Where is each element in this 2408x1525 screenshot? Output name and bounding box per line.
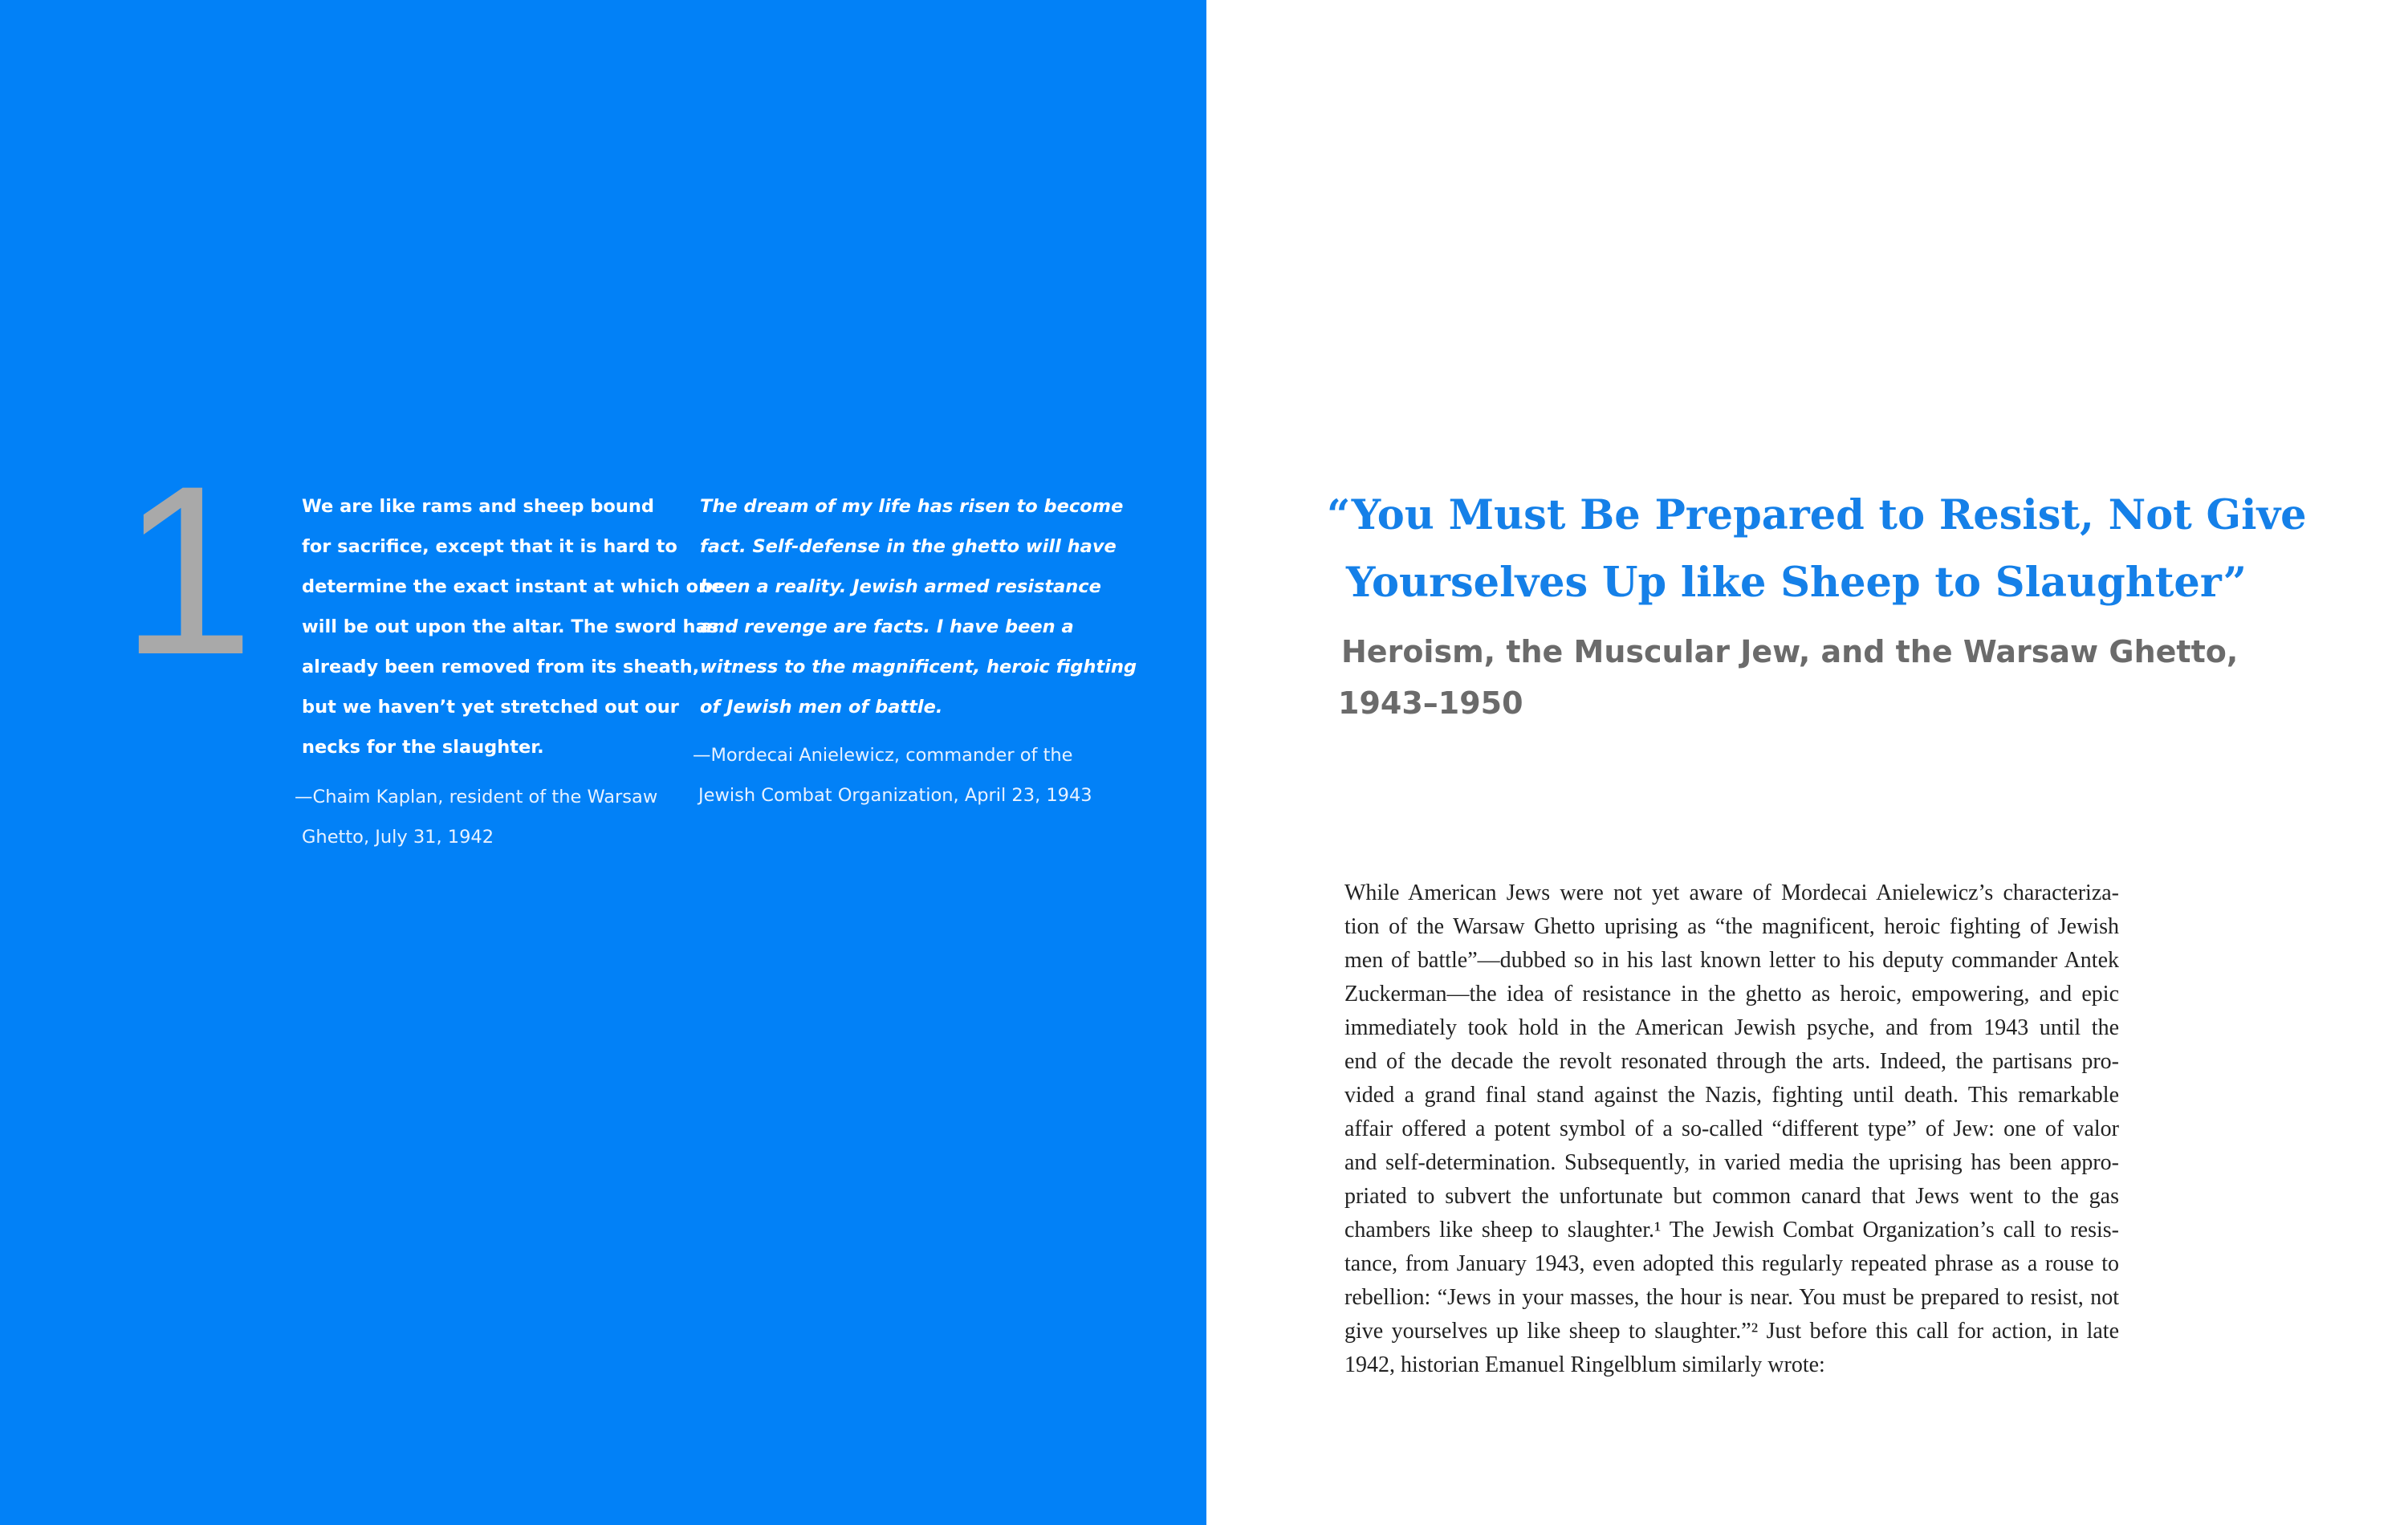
body-line: vided a grand final stand against the Nazis, fighting until death. This remarkable bbox=[1344, 1083, 2119, 1108]
body-line: men of battle”—dubbed so in his last known letter to his deputy commander Antek bbox=[1344, 948, 2119, 973]
body-paragraph bbox=[1344, 876, 2119, 1382]
attribution-line: —Chaim Kaplan, resident of the Warsaw bbox=[295, 787, 658, 807]
body-line: Zuckerman—the idea of resistance in the ghetto as heroic, empowering, and epic bbox=[1344, 982, 2119, 1007]
epigraph-line: and revenge are facts. I have been a bbox=[700, 616, 1074, 637]
body-line: immediately took hold in the American Jewish psyche, and from 1943 until the bbox=[1344, 1015, 2119, 1040]
body-line: While American Jews were not yet aware of Mordecai Anielewicz’s characteriza- bbox=[1344, 880, 2119, 905]
epigraph-line: fact. Self-defense in the ghetto will have bbox=[700, 536, 1117, 557]
chapter-number: 1 bbox=[120, 435, 254, 705]
epigraph-line: determine the exact instant at which one bbox=[302, 576, 724, 597]
epigraph-line: for sacrifice, except that it is hard to bbox=[302, 536, 677, 557]
body-line: end of the decade the revolt resonated through the arts. Indeed, the partisans pro- bbox=[1344, 1049, 2119, 1074]
subtitle-line: 1943–1950 bbox=[1338, 685, 1523, 721]
attribution-line: —Mordecai Anielewicz, commander of the bbox=[693, 745, 1073, 766]
epigraph-line: been a reality. Jewish armed resistance bbox=[700, 576, 1101, 597]
epigraph-line: of Jewish men of battle. bbox=[700, 697, 943, 718]
epigraph-quote bbox=[302, 486, 724, 767]
body-line: tion of the Warsaw Ghetto uprising as “the magnificent, heroic fighting of Jewish bbox=[1344, 914, 2119, 939]
epigraph-line: will be out upon the altar. The sword has bbox=[302, 616, 719, 637]
body-line: chambers like sheep to slaughter.¹ The Jewish Combat Organization’s call to resis- bbox=[1344, 1218, 2119, 1242]
epigraph-line: We are like rams and sheep bound bbox=[302, 496, 655, 517]
epigraph-line: but we haven’t yet stretched out our bbox=[302, 697, 679, 718]
title-line: “You Must Be Prepared to Resist, Not Give bbox=[1327, 491, 2307, 539]
epigraph-kaplan bbox=[295, 486, 724, 857]
chapter-subtitle bbox=[1338, 626, 2385, 729]
attribution-line: Ghetto, July 31, 1942 bbox=[302, 827, 494, 848]
body-line: and self-determination. Subsequently, in varied media the uprising has been appro- bbox=[1344, 1150, 2119, 1175]
right-page bbox=[1206, 0, 2408, 1525]
epigraph-line: The dream of my life has risen to become bbox=[700, 496, 1124, 517]
epigraph-line: necks for the slaughter. bbox=[302, 737, 544, 758]
epigraph-line: witness to the magnificent, heroic fighting bbox=[700, 657, 1137, 677]
chapter-title bbox=[1327, 482, 2370, 616]
subtitle-line: Heroism, the Muscular Jew, and the Warsaw Ghetto, bbox=[1341, 634, 2239, 669]
body-line: 1942, historian Emanuel Ringelblum similarly wrote: bbox=[1344, 1352, 1825, 1377]
attribution-line: Jewish Combat Organization, April 23, 1943 bbox=[698, 785, 1092, 806]
body-line: give yourselves up like sheep to slaughter.”² Just before this call for action, in late bbox=[1344, 1319, 2119, 1344]
epigraph-quote bbox=[700, 486, 1137, 727]
title-line: Yourselves Up like Sheep to Slaughter” bbox=[1346, 559, 2247, 607]
epigraph-attribution bbox=[295, 777, 687, 857]
body-line: rebellion: “Jews in your masses, the hour is near. You must be prepared to resist, not bbox=[1344, 1285, 2119, 1310]
body-line: affair offered a potent symbol of a so-called “different type” of Jew: one of valor bbox=[1344, 1116, 2119, 1141]
epigraph-anielewicz bbox=[693, 486, 1137, 815]
body-line: tance, from January 1943, even adopted this regularly repeated phrase as a rouse to bbox=[1344, 1251, 2119, 1276]
epigraph-attribution bbox=[693, 735, 1092, 815]
epigraph-line: already been removed from its sheath, bbox=[302, 657, 700, 677]
body-line: priated to subvert the unfortunate but common canard that Jews went to the gas bbox=[1344, 1184, 2119, 1209]
